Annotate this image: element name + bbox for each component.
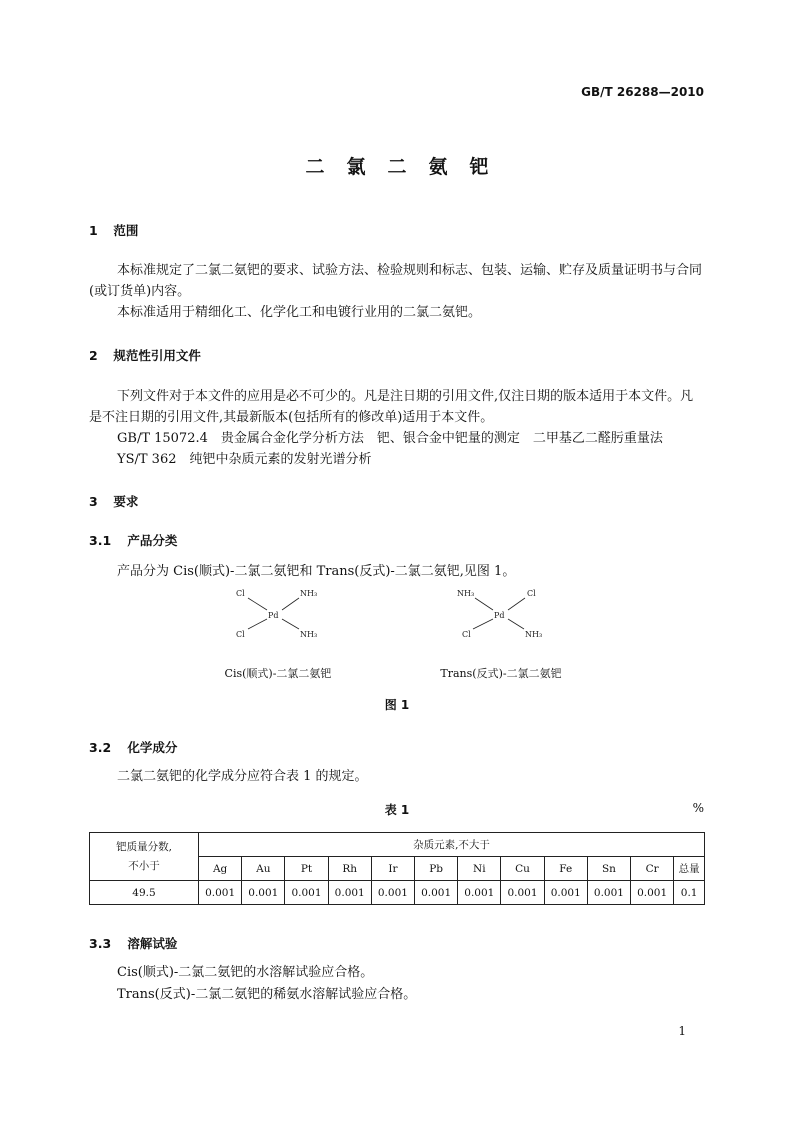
table-row xyxy=(90,881,705,905)
pd-value-cell: 49.5 xyxy=(90,881,199,905)
bond xyxy=(248,598,267,610)
ligand-top-left: NH₃ xyxy=(457,589,475,598)
section-2-para-1: 下列文件对于本文件的应用是必不可少的。凡是注日期的引用文件,仅注日期的版本适用于本文件。凡是不注日期的引用文件,其最新版本(包括所有的修改单)适用于本文件。 xyxy=(89,389,694,425)
bond xyxy=(508,598,525,610)
table-cell: 0.001 xyxy=(501,881,544,905)
element-header-cell: Pb xyxy=(415,857,458,881)
section-2-heading xyxy=(89,346,201,364)
reference-1: GB/T 15072.4 贵金属合金化学分析方法 钯、银合金中钯量的测定 二甲基乙二醛肟重量法 xyxy=(117,431,663,446)
section-number: 3 xyxy=(89,494,98,509)
element-header-cell: Cr xyxy=(631,857,674,881)
impurity-group-header: 杂质元素,不大于 xyxy=(199,833,705,857)
ligand-bottom-left: Cl xyxy=(236,630,245,639)
table-cell: 0.001 xyxy=(328,881,371,905)
section-number: 3.3 xyxy=(89,936,112,951)
element-header-cell: Cu xyxy=(501,857,544,881)
section-title: 化学成分 xyxy=(127,740,178,755)
pd-header-cell: 钯质量分数, 不小于 xyxy=(90,833,199,881)
element-header-cell: Ag xyxy=(199,857,242,881)
table-cell: 0.001 xyxy=(458,881,501,905)
element-header-cell: Pt xyxy=(285,857,328,881)
trans-caption: Trans(反式)-二氯二氨钯 xyxy=(440,667,562,680)
figure-label: 图 1 xyxy=(384,698,410,712)
cis-caption: Cis(顺式)-二氯二氨钯 xyxy=(224,667,332,680)
standard-number: GB/T 26288—2010 xyxy=(581,85,704,99)
section-number: 3.1 xyxy=(89,533,112,548)
metal-center: Pd xyxy=(494,611,505,620)
element-header-cell: Ni xyxy=(458,857,501,881)
section-title: 要求 xyxy=(113,494,139,509)
section-number: 1 xyxy=(89,223,98,238)
table-label: 表 1 xyxy=(384,803,410,817)
section-title: 产品分类 xyxy=(127,533,178,548)
table-cell: 0.001 xyxy=(415,881,458,905)
section-3-heading xyxy=(89,492,138,510)
element-header-cell: Sn xyxy=(587,857,630,881)
page-number: 1 xyxy=(678,1024,686,1038)
ligand-bottom-left: Cl xyxy=(462,630,471,639)
bond xyxy=(248,619,267,629)
element-header-cell: Fe xyxy=(544,857,587,881)
table-unit: % xyxy=(692,801,704,815)
table-cell: 0.001 xyxy=(285,881,328,905)
trans-structure-diagram xyxy=(453,585,553,645)
ligand-top-right: Cl xyxy=(527,589,536,598)
table-cell: 0.001 xyxy=(631,881,674,905)
section-3-2-heading xyxy=(89,738,177,756)
ligand-top-right: NH₃ xyxy=(300,589,318,598)
section-3-2-para: 二氯二氨钯的化学成分应符合表 1 的规定。 xyxy=(117,769,368,784)
metal-center: Pd xyxy=(268,611,279,620)
section-number: 3.2 xyxy=(89,740,112,755)
table-cell: 0.001 xyxy=(242,881,285,905)
section-3-1-heading xyxy=(89,531,177,549)
ligand-bottom-right: NH₃ xyxy=(300,630,318,639)
section-3-1-para: 产品分为 Cis(顺式)-二氯二氨钯和 Trans(反式)-二氯二氨钯,见图 1。 xyxy=(117,564,516,579)
section-title: 规范性引用文件 xyxy=(113,348,201,363)
section-1-heading xyxy=(89,221,138,239)
element-header-cell: 总量 xyxy=(674,857,705,881)
section-title: 范围 xyxy=(113,223,139,238)
table-cell: 0.001 xyxy=(587,881,630,905)
chemical-composition-table xyxy=(89,832,705,905)
section-title: 溶解试验 xyxy=(127,936,178,951)
cis-structure-diagram xyxy=(228,585,328,645)
table-cell: 0.001 xyxy=(371,881,414,905)
bond xyxy=(282,598,299,610)
bond xyxy=(282,619,299,629)
ligand-top-left: Cl xyxy=(236,589,245,598)
table-cell: 0.001 xyxy=(199,881,242,905)
bond xyxy=(473,619,493,629)
page-title: 二氯二氨钯 xyxy=(305,156,511,178)
element-header-cell: Ir xyxy=(371,857,414,881)
bond xyxy=(508,619,524,629)
element-header-cell: Rh xyxy=(328,857,371,881)
section-1-para-1: 本标准规定了二氯二氨钯的要求、试验方法、检验规则和标志、包装、运输、贮存及质量证明书与合同(或订货单)内容。 xyxy=(89,263,703,299)
bond xyxy=(475,598,493,610)
reference-2: YS/T 362 纯钯中杂质元素的发射光谱分析 xyxy=(117,452,372,467)
section-number: 2 xyxy=(89,348,98,363)
element-header-cell: Au xyxy=(242,857,285,881)
section-1-para-2: 本标准适用于精细化工、化学化工和电镀行业用的二氯二氨钯。 xyxy=(117,305,482,320)
section-3-3-para-1: Cis(顺式)-二氯二氨钯的水溶解试验应合格。 xyxy=(117,965,374,980)
section-3-3-heading xyxy=(89,934,177,952)
table-cell: 0.001 xyxy=(544,881,587,905)
section-3-3-para-2: Trans(反式)-二氯二氨钯的稀氨水溶解试验应合格。 xyxy=(117,987,417,1002)
table-cell: 0.1 xyxy=(674,881,705,905)
ligand-bottom-right: NH₃ xyxy=(525,630,543,639)
